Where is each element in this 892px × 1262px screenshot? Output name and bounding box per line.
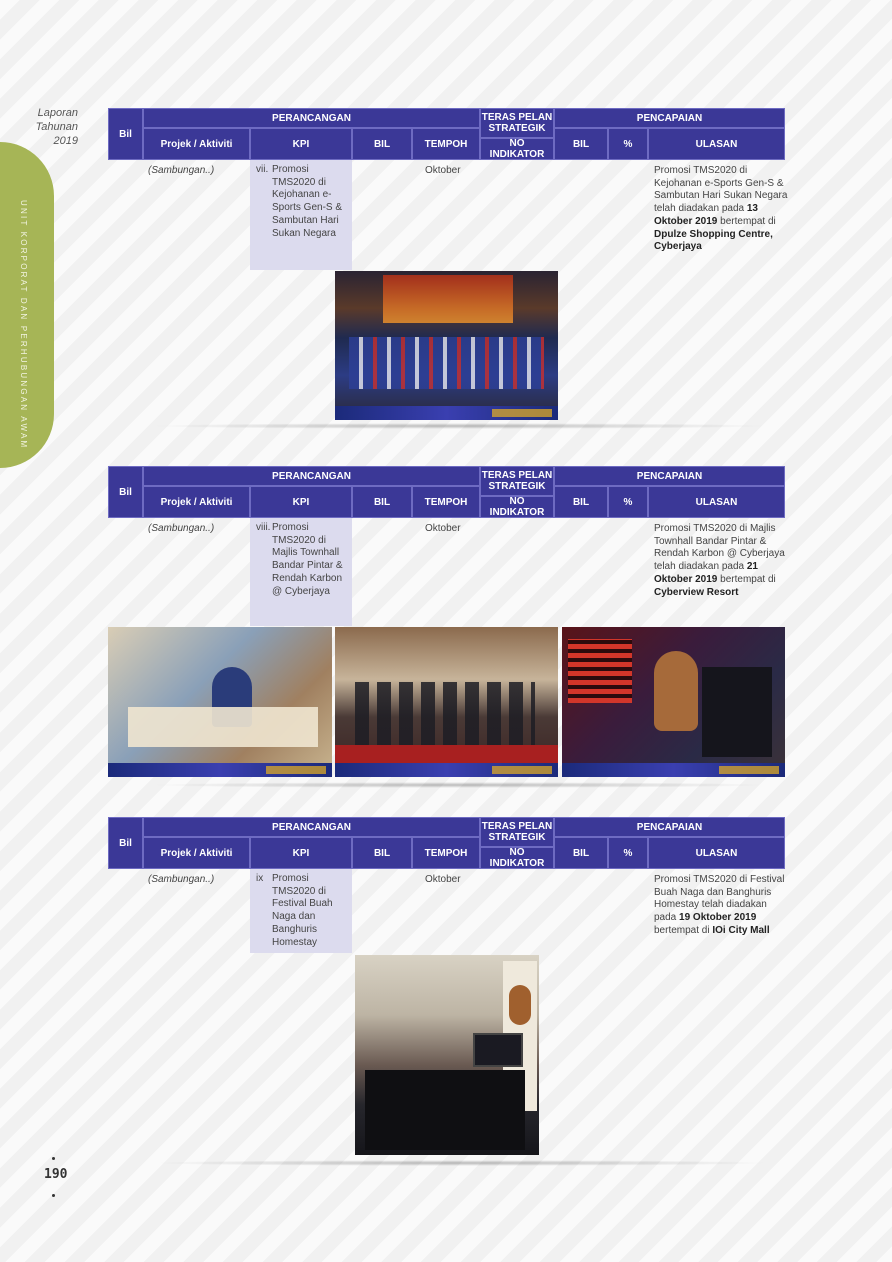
header-perancangan: PERANCANGAN (143, 817, 480, 837)
header-projek: Projek / Aktiviti (143, 837, 250, 869)
activity-section-1 (108, 108, 788, 428)
header-pencapaian: PENCAPAIAN (554, 817, 785, 837)
header-teras-line2: STRATEGIK (488, 123, 546, 134)
ulasan-date: 13 Oktober 2019 (654, 203, 758, 227)
ulasan-place: IOi City Mall (712, 924, 770, 936)
header-ulasan: ULASAN (648, 837, 785, 869)
ulasan-cell (654, 874, 788, 938)
kpi-text: Promosi TMS2020 di Festival Buah Naga dan Banghuris Homestay (272, 873, 333, 948)
header-percent: % (608, 128, 648, 160)
event-photo-esports (335, 271, 558, 420)
header-bil: Bil (108, 466, 143, 518)
section-divider (150, 782, 770, 788)
event-photo-vip-arrival (335, 627, 558, 777)
event-photo-festival-booth (355, 955, 539, 1155)
kpi-cell (250, 869, 352, 953)
ulasan-text: Promosi TMS2020 di Majlis Townhall Bandar Pintar & Rendah Karbon @ Cyberjaya telah diadakan pada (654, 523, 785, 573)
header-tempoh: TEMPOH (412, 837, 480, 869)
projek-cell: (Sambungan..) (148, 874, 215, 885)
report-header-line2: Tahunan (35, 121, 78, 133)
ulasan-place: Dpulze Shopping Centre, Cyberjaya (654, 228, 773, 253)
header-bil-col: BIL (352, 837, 412, 869)
kpi-number: ix (256, 873, 264, 884)
tempoh-cell: Oktober (425, 165, 461, 176)
header-teras (480, 108, 554, 138)
event-photo-exhibition-booth (108, 627, 332, 777)
activity-section-3 (108, 817, 785, 1162)
section-divider (150, 423, 770, 429)
header-pencapaian: PENCAPAIAN (554, 466, 785, 486)
kpi-number: vii. (256, 164, 269, 175)
header-bil-pencapaian: BIL (554, 486, 608, 518)
tempoh-cell: Oktober (425, 874, 461, 885)
header-projek: Projek / Aktiviti (143, 128, 250, 160)
header-no-indikator: NO INDIKATOR (480, 847, 554, 869)
header-projek: Projek / Aktiviti (143, 486, 250, 518)
header-ulasan: ULASAN (648, 128, 785, 160)
header-bil-col: BIL (352, 486, 412, 518)
header-teras-line1: TERAS PELAN (481, 470, 553, 481)
activity-section-2 (108, 466, 785, 781)
header-kpi: KPI (250, 837, 352, 869)
page-number-dot (52, 1194, 55, 1197)
header-kpi: KPI (250, 486, 352, 518)
header-bil: Bil (108, 817, 143, 869)
header-kpi: KPI (250, 128, 352, 160)
projek-cell: (Sambungan..) (148, 523, 215, 534)
table-header (108, 108, 785, 160)
ulasan-text-mid: bertempat di (717, 215, 776, 227)
header-bil-pencapaian: BIL (554, 837, 608, 869)
header-teras-line1: TERAS PELAN (481, 821, 553, 832)
header-percent: % (608, 486, 648, 518)
table-header (108, 817, 785, 869)
report-header-line3: 2019 (53, 135, 78, 147)
header-perancangan: PERANCANGAN (143, 108, 480, 128)
kpi-number: viii. (256, 522, 271, 533)
header-tempoh: TEMPOH (412, 486, 480, 518)
header-no-indikator: NO INDIKATOR (480, 138, 554, 160)
ulasan-cell (654, 523, 788, 599)
ulasan-text: Promosi TMS2020 di Festival Buah Naga dan Banghuris Homestay telah diadakan pada (654, 874, 785, 924)
event-photo-qr-code-launch (562, 627, 785, 777)
section-divider (150, 1160, 770, 1166)
ulasan-place: Cyberview Resort (654, 586, 739, 598)
page-number: 190 (44, 1167, 68, 1182)
header-pencapaian: PENCAPAIAN (554, 108, 785, 128)
kpi-cell (250, 518, 352, 626)
header-bil: Bil (108, 108, 143, 160)
kpi-text: Promosi TMS2020 di Kejohanan e-Sports Gen-S & Sambutan Hari Sukan Negara (272, 164, 343, 239)
table-header (108, 466, 785, 518)
header-tempoh: TEMPOH (412, 128, 480, 160)
header-bil-pencapaian: BIL (554, 128, 608, 160)
header-teras (480, 817, 554, 847)
projek-cell: (Sambungan..) (148, 165, 215, 176)
tempoh-cell: Oktober (425, 523, 461, 534)
ulasan-text-mid: bertempat di (654, 924, 713, 936)
header-teras-line2: STRATEGIK (488, 481, 546, 492)
page-number-dot (52, 1157, 55, 1160)
header-ulasan: ULASAN (648, 486, 785, 518)
ulasan-text-mid: bertempat di (717, 573, 776, 585)
report-header-line1: Laporan (37, 107, 78, 119)
ulasan-date: 21 Oktober 2019 (654, 561, 758, 585)
ulasan-date: 19 Oktober 2019 (679, 912, 757, 924)
header-teras-line2: STRATEGIK (488, 832, 546, 843)
header-percent: % (608, 837, 648, 869)
report-header (20, 106, 78, 148)
header-bil-col: BIL (352, 128, 412, 160)
header-perancangan: PERANCANGAN (143, 466, 480, 486)
header-teras (480, 466, 554, 496)
kpi-text: Promosi TMS2020 di Majlis Townhall Bandar Pintar & Rendah Karbon @ Cyberjaya (272, 522, 343, 597)
header-no-indikator: NO INDIKATOR (480, 496, 554, 518)
ulasan-text: Promosi TMS2020 di Kejohanan e-Sports Gen-S & Sambutan Hari Sukan Negara telah diadakan pada (654, 165, 788, 215)
kpi-cell (250, 160, 352, 270)
side-tab-text: UNIT KORPORAT DAN PERHUBUNGAN AWAM (19, 200, 28, 450)
ulasan-cell (654, 165, 788, 254)
header-teras-line1: TERAS PELAN (481, 112, 553, 123)
